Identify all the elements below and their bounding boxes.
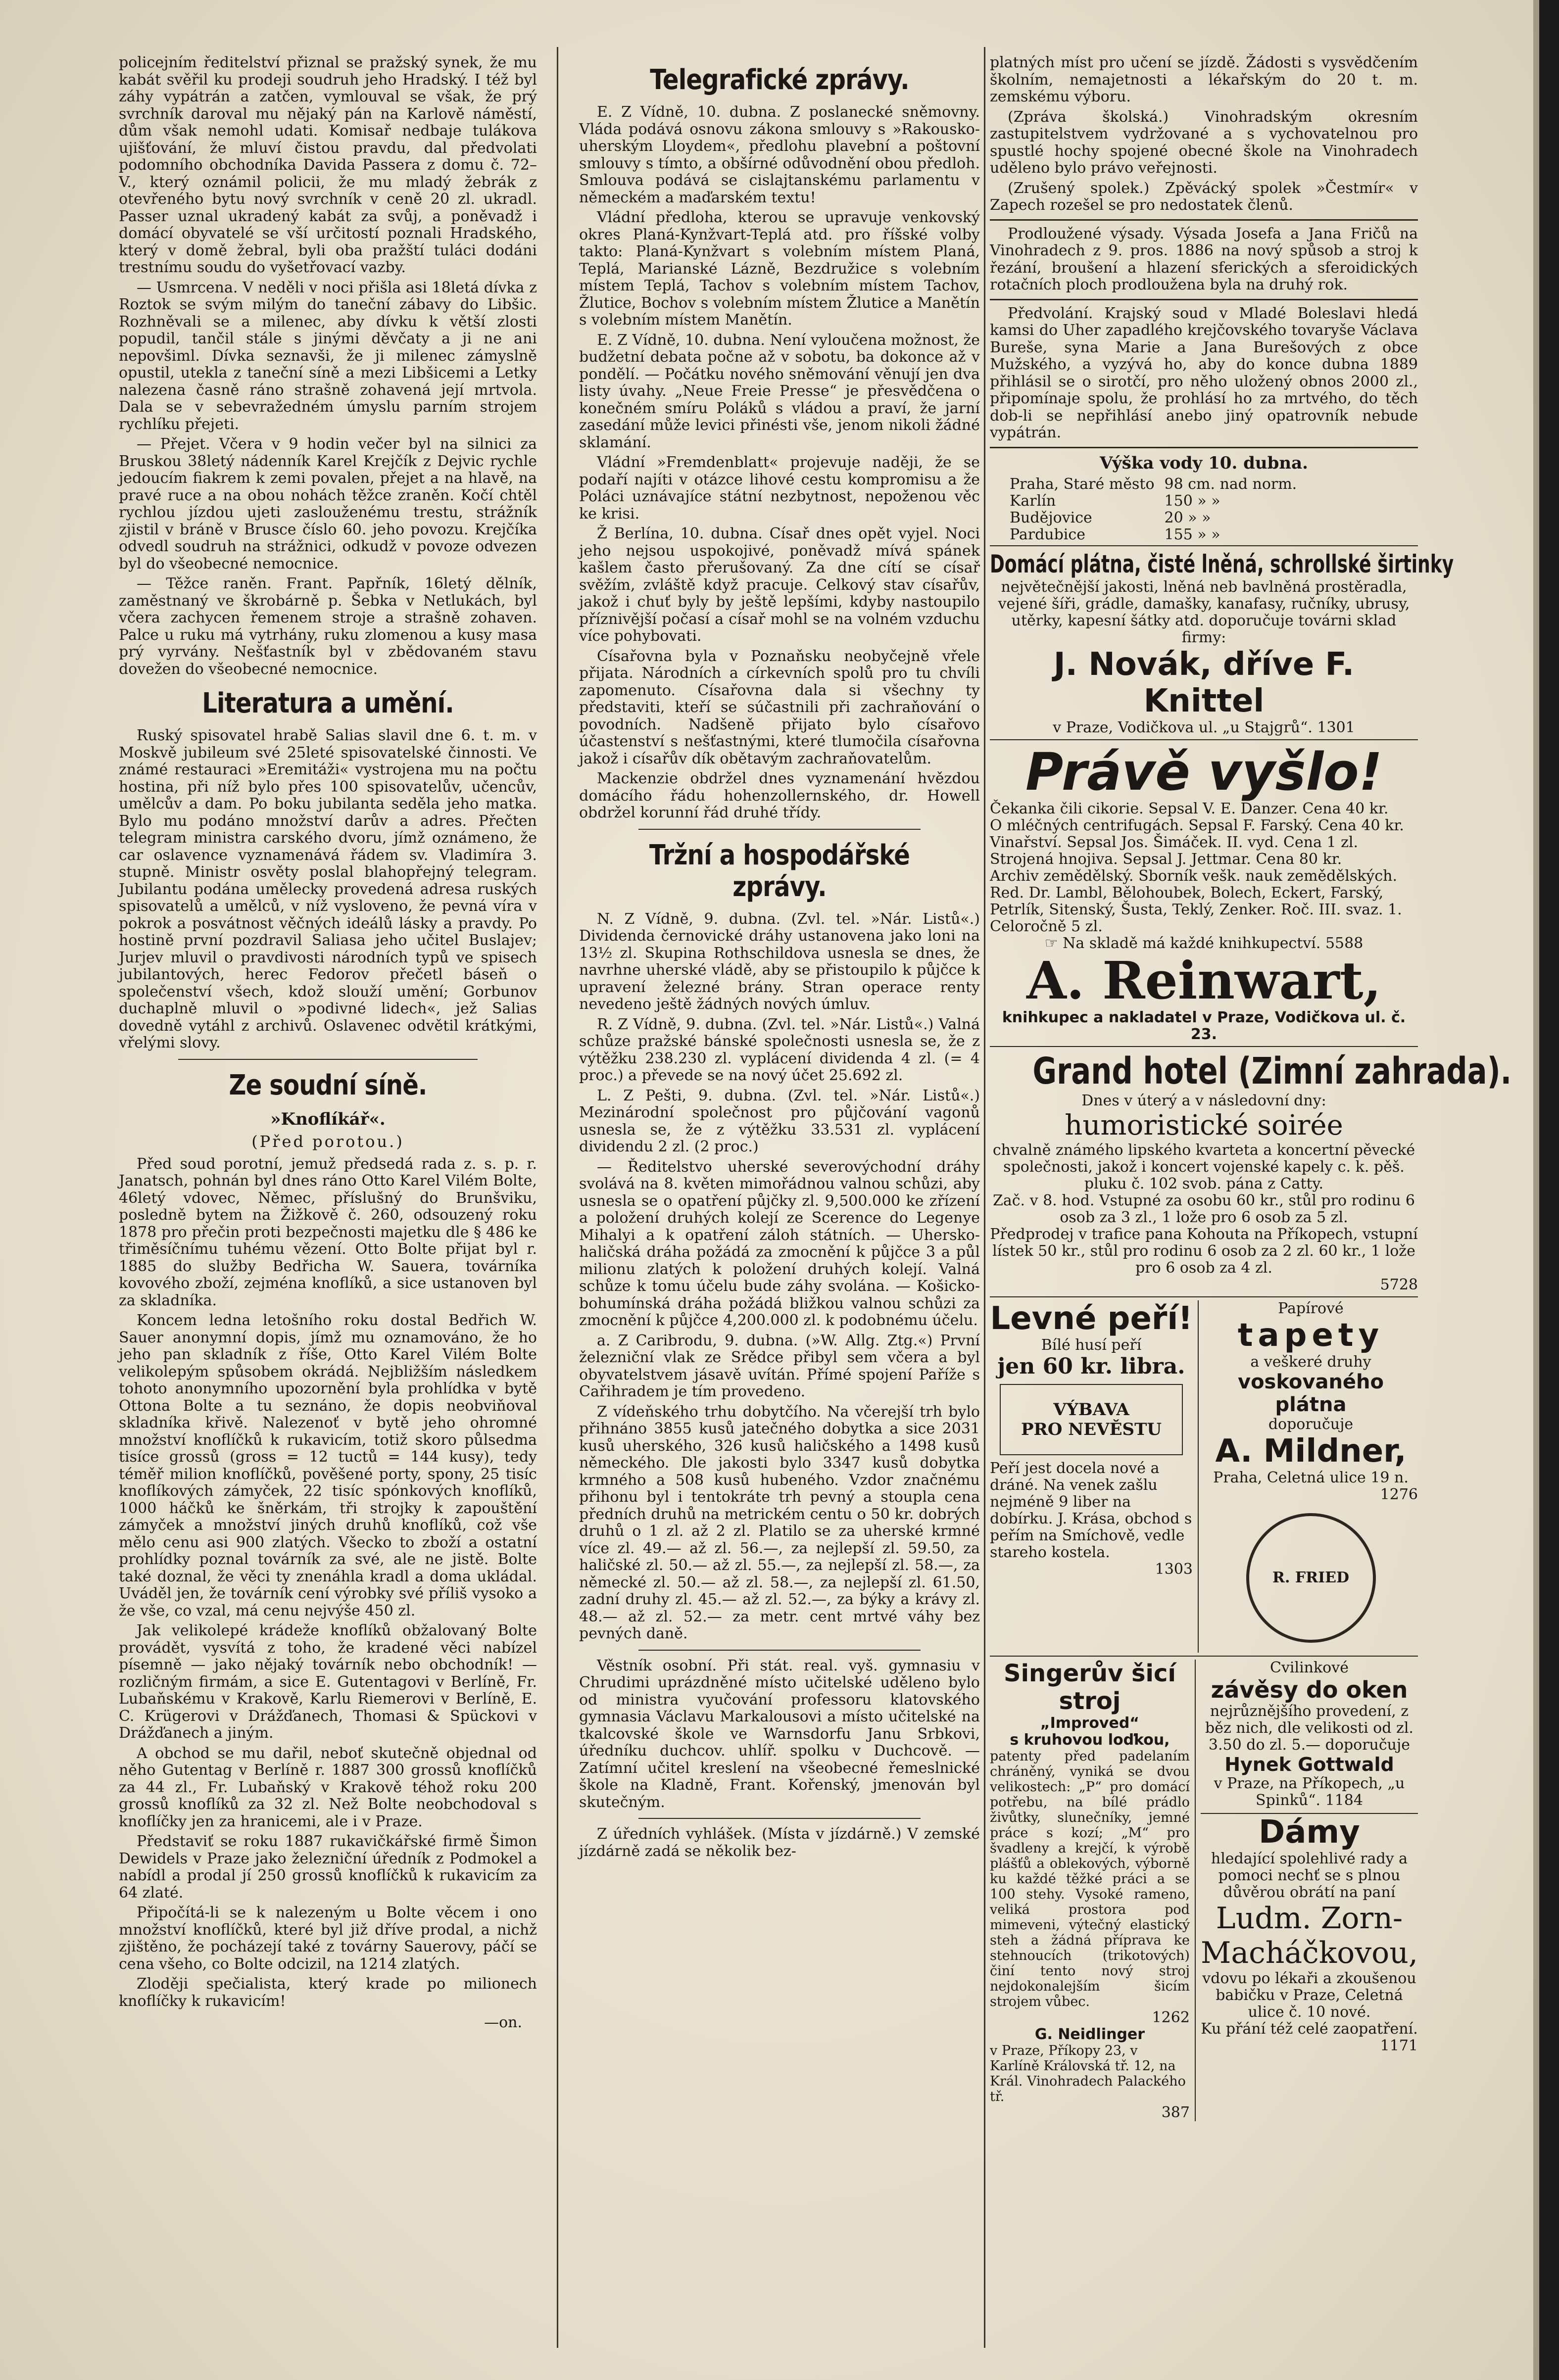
article-subtitle: (Před porotou.) <box>251 1132 404 1151</box>
book-item: Strojená hnojiva. Sepsal J. Jettmar. Cena 80 kr. <box>990 850 1342 868</box>
article-paragraph: E. Z Vídně, 10. dubna. Není vyloučena možnost, že budžetní debata počne až v sobotu, ba dokonce až v pondělí. — Počátku nového sněmování věnují jen dva listy úvahy. „Neue Freie Presse“ je přesvědčena o konečném smíru Poláků s vládou a praví, že jarní zasedání může levici přinésti vše, jenom nikoli žádné sklamání. <box>579 331 980 451</box>
ad-ladies <box>1201 1813 1418 2054</box>
article-paragraph: Ruský spisovatel hrabě Salias slavil dne 6. t. m. v Moskvě jubileum své 25leté spisovatelské činnosti. Ve známé restauraci »Eremitáži« vystrojena mu na počtu hostina, při níž bylo přes 100 spisovatelův, učencův, umělcův a dam. Po boku jubilanta seděla jeho matka. Bylo mu podáno množství darův a adres. Přečten telegram ministra carského dvoru, jímž oznámeno, že car oslavence vyznamenává řádem sv. Vladimíra 3. stupně. Ministr osvěty poslal blahopřejný telegram. Jubilantu podána umělecky provedená adresa ruských spisovatelů a umělců, v níž vysloveno, že pevná víra v pokrok a posvátnost věčných ideálů lásky a pravdy. Po hostině první pozdravil Saliasa jeho učitel Buslajev; Jurjev mluvil o pravdivosti národních typů ve spisech jubilantových, herec Fedorov přečetl báseň o společenství všech, kdož slouží umění; Gorbunov duchaplně mluvil o »podivné lidech«, jež Salias dovedně vytáhl z archivů. Oslavenec odvětil krátkými, vřelými slovy. <box>119 727 537 1051</box>
ad-text: Dnes v úterý a v následovní dny: <box>1081 1092 1326 1109</box>
article-paragraph: (Zpráva školská.) Vinohradským okresním zastupitelstvem vydržované a s vychovatelnou pro spustlé hochy spojené obecné škole na Vinohradech uděleno bylo právo veřejnosti. <box>990 108 1418 177</box>
column-middle <box>579 54 980 2340</box>
ad-text: Cvilinkové <box>1270 1659 1349 1676</box>
ad-address: Praha, Celetná ulice 19 n. <box>1213 1469 1409 1486</box>
ad-address: v Praze, Příkopy 23, v Karlíně Královská tř. 12, na Král. Vinohradech Palackého tř. <box>990 2043 1186 2104</box>
ad-title: Levné peří! <box>990 1300 1193 1337</box>
column-rule <box>557 47 558 2348</box>
divider <box>638 1650 921 1651</box>
table-row <box>1005 510 1302 526</box>
article-paragraph: Z úředních vyhlášek. (Místa v jízdárně.) V zemské jízdárně zadá se několik bez- <box>579 1825 980 1860</box>
ad-name: G. Neidlinger <box>1034 2025 1145 2043</box>
place: Karlín <box>1010 492 1056 510</box>
table-row <box>1005 493 1302 510</box>
value: 20 » » <box>1164 509 1211 526</box>
divider <box>638 829 921 830</box>
ad-text: hledající spolehlivé rady a pomoci nechť se s plnou důvěrou obrátí na paní <box>1211 1850 1408 1901</box>
ad-row-2 <box>990 1656 1418 2124</box>
pointing-hand-icon: ☞ <box>1044 934 1058 952</box>
publisher-name: A. Reinwart, <box>1026 950 1381 1011</box>
table-row <box>1005 526 1302 543</box>
ad-price: jen 60 kr. libra. <box>997 1353 1185 1379</box>
ad-number: 1262 <box>1152 2008 1190 2026</box>
article-paragraph: L. Z Pešti, 9. dubna. (Zvl. tel. »Nár. Listů«.) Mezinárodní společnost pro půjčování vagonů usnesla se, že z výtěžku 33.531 zl. vyplácení dividendu 2 zl. (2 proc.) <box>579 1087 980 1155</box>
article-paragraph: Věstník osobní. Při stát. real. vyš. gymnasiu v Chrudimi uprázdněné místo učitelské uděleno bylo od ministra vyučování professoru klatovského gymnasia Václavu Markalousovi a místo učitelské na tkalcovské škole ve Warnsdorfu Janu Srbkovi, úředníku duchcov. uhlíř. spolku v Duchcově. — Zatímní učitel kreslení na všeobecné řemeslnické škole na Kladně, Frant. Kořenský, jmenován byl skutečným. <box>579 1657 980 1811</box>
ad-text: s kruhovou loďkou, <box>1010 1731 1170 1749</box>
value: 155 » » <box>1164 525 1220 543</box>
article-paragraph: Jak velikolepé krádeže knoflíků obžalovaný Bolte provádět, vysvítá z toho, že kradené věci nabízel písemně — jako nějaký továrník nebo obchodník! — rozličným firmám, a sice E. Gutentagovi v Berlíně, Fr. Lubaňskému v Krakově, Karlu Riemerovi v Berlíně, E. C. Krügerovi v Drážďanech, Thomasi & Spückovi v Drážďanech a jiným. <box>119 1622 537 1742</box>
value: 150 » » <box>1164 492 1220 510</box>
column-left <box>119 54 537 2340</box>
article-paragraph: — Ředitelstvo uherské severovýchodní dráhy svolává na 8. květen mimořádnou valnou schůzi, aby usnesla se o opatření půjčky zl. 9,500.000 ke zřízení a položení druhých kolejí ze Scerence do Legenye Mihalyi a k opatření záloh státních. — Uhersko-haličská dráha požádá za zmocnění k půjčce 3 a půl milionu zlatých k položení druhých kolejí. Valná schůze k tomu účelu bude záhy svolána. — Košicko-bohumínská dráha požádá bližkou valnou schůzi za zmocnění k půjčce 4,200.000 zl. k podobnému účelu. <box>579 1158 980 1329</box>
book-item: Čekanka čili cikorie. Sepsal V. E. Danzer. Cena 40 kr. <box>990 800 1389 817</box>
article-paragraph: N. Z Vídně, 9. dubna. (Zvl. tel. »Nár. Listů«.) Dividenda černovické dráhy ustanovena jako loni na 13½ zl. Skupina Rothschildova usnesla se dnes, že navrhne uherské vládě, aby se přistoupilo k půjčce k upravení železné brány. Stran operace renty nevedeno ještě žádných nových úmluv. <box>579 910 980 1013</box>
divider <box>638 1818 921 1819</box>
ad-text: Ku přání též celé zaopatření. <box>1201 2020 1418 2038</box>
ad-title: tapety <box>1237 1317 1384 1354</box>
ad-title: závěsy do oken <box>1211 1676 1408 1703</box>
article-paragraph: Představiť se roku 1887 rukavičkářské firmě Šimon Dewidels v Praze jako železniční úředník z Podmokel a nabídl a prodal jí 250 grossů knoflíčků k rukavicím za 64 zlaté. <box>119 1833 537 1902</box>
article-paragraph: Připočítá-li se k nalezeným u Bolte věcem i ono množství knoflíčků, které byl již dříve prodal, a nichž zjištěno, že pocházejí také z továrny Sauerovy, páčí se cena všeho, co Bolte odcizil, na 1214 zlatých. <box>119 1904 537 1973</box>
column-right <box>990 54 1512 2340</box>
place: Pardubice <box>1010 525 1085 543</box>
ad-text: Bílé husí peří <box>1041 1336 1142 1354</box>
ad-number: 1301 <box>1317 718 1355 736</box>
ad-row-1 <box>990 1296 1418 1656</box>
article-paragraph: R. Z Vídně, 9. dubna. (Zvl. tel. »Nár. Listů«.) Valná schůze pražské bánské společnosti usnesla se, že z výtěžku 238.230 zl. vyplácení dividenda 4 zl. (= 4 proc.) a převede se na nový účet 25.692 zl. <box>579 1015 980 1084</box>
ad-number: 1276 <box>1380 1485 1418 1503</box>
article-paragraph: Z vídeňského trhu dobytčího. Na včerejší trh bylo přihnáno 3855 kusů jatečného dobytka a sice 2031 kusů uherského, 326 kusů haličského a 1498 kusů německého. Dle jakosti bylo 3347 kusů dobytka krmného a 508 kusů hubeného. Vzdor značnému přihonu byl i tentokráte trh pevný a stoupla cena předních druhů na metrickém centu o 50 kr. dobrých druhů o 1 zl. až 2 zl. Platilo se za uherské krmné více zl. 49.— až zl. 56.—, za nejlepší zl. 59.50, za haličské zl. 50.— až zl. 55.—, za nejlepší zl. 58.—, za německé zl. 50.— až zl. 58.—, za nejlepší zl. 61.50, zadní druhy zl. 45.— až zl. 52.—, za býky a krávy zl. 48.— až zl. 52.— za metr. cent mrtvé váhy bez pevných daně. <box>579 1403 980 1642</box>
article-paragraph: Ž Berlína, 10. dubna. Císař dnes opět vyjel. Noci jeho nejsou uspokojivé, poněvadž mívá spánek kašlem často přerušovaný. Za dne cítí se císař svěžím, zvláště když pracuje. Celkový stav císařův, jakož i chuť byly by ještě lepšími, kdyby nastoupilo příznivější počasí a císař mohl se na volném vzduchu více pohybovati. <box>579 525 980 645</box>
ad-text: největečnější jakosti, lněná neb bavlněná prostěradla, vejené šíři, grádle, damašky, kanafasy, ručníky, ubrusy, utěrky, kapesní šátky atd. doporučuje továrni sklad firmy: <box>998 578 1410 646</box>
article-paragraph: — Těžce raněn. Frant. Papřník, 16letý dělník, zaměstnaný ve škrobárně p. Šebka v Netlukách, byl včera zachycen řemenem stroje a strašně zohaven. Palce u ruku má vytrhány, ruku zlomenou a kusy masa prý vyrvány. Nešťastník byl v zbědovaném stavu dovežen do všeobecné nemocnice. <box>119 575 537 678</box>
article-title: »Knoflíkář«. <box>270 1109 386 1129</box>
ad-number: 1171 <box>1380 2037 1418 2054</box>
stamp-text: R. FRIED <box>1272 1569 1349 1586</box>
article-paragraph: a. Z Caribrodu, 9. dubna. (»W. Allg. Ztg.«) První železniční vlak ze Srědce přibyl sem včera a byl obyvatelstvem jásavě uvítán. Přímé spojení Paříže s Cařihradem je tím provedeno. <box>579 1332 980 1400</box>
article-paragraph: Mackenzie obdržel dnes vyznamenání hvězdou domácího řádu hohenzollernského, dr. Howell obdržel korunní řád druhé třídy. <box>579 770 980 821</box>
article-paragraph: Vládní »Fremdenblatt« projevuje naději, že se podaří najíti v otázce lihové cestu kompromisu a že Poláci uznávajíce státní nezbytnost, nepoženou věc ke krisi. <box>579 454 980 523</box>
water-level-title: Výška vody 10. dubna. <box>1100 453 1308 473</box>
ad-text: chvalně známého lipského kvarteta a koncertní pěvecké společnosti, jakož i koncert vojenské kapely c. k. pěš. pluku č. 102 svob. pána z Catty. <box>992 1141 1415 1192</box>
section-heading-court: Ze soudní síně. <box>229 1069 427 1101</box>
publisher-address: knihkupec a nakladatel v Praze, Vodičkova ul. č. 23. <box>1002 1008 1406 1043</box>
ad-text: doporučuje <box>1268 1415 1354 1433</box>
column-rule <box>984 47 985 2348</box>
ad-title: Právě vyšlo! <box>1025 741 1383 802</box>
divider <box>990 299 1418 300</box>
article-paragraph: Vládní předloha, kterou se upravuje venkovský okres Planá-Kynžvart-Teplá atd. pro říšské volby takto: Planá-Kynžvart s volebním místem Planá, Teplá, Marianské Lázně, Bezdružice s volebním místem Teplá, Tachov s volebním místem Tachov, Žlutice, Bochov s volebním místem Žlutice a Manětín s volebním místem Manětín. <box>579 209 980 329</box>
article-paragraph: Předvolání. Krajský soud v Mladé Boleslavi hledá kamsi do Uher zapadlého krejčovského tovaryše Václava Bureše, syna Marie a Jana Burešových z obce Mužského, a vyzývá ho, aby do konce dubna 1889 přihlásil se o sirotčí, pro něho uložený obnos 2000 zl., připomínaje spolu, že prohlásí ho za mrtvého, do těch dob-li se nepřihlásí anebo jiný opatrovník nebude vypátrán. <box>990 304 1418 441</box>
ad-title: Dámy <box>1259 1813 1360 1851</box>
ad-novak <box>990 545 1454 739</box>
section-heading-market: Tržní a hospodářské zprávy. <box>649 839 910 903</box>
stamp-text: VÝBAVA <box>1053 1399 1129 1420</box>
ad-text: Papírové <box>1278 1299 1344 1317</box>
divider <box>990 447 1418 448</box>
article-paragraph: — Přejet. Včera v 9 hodin večer byl na silnici za Bruskou 38letý nádenník Karel Krejčík z Dejvic rychle jedoucím fiakrem k zemi povalen, přejet a na hlavě, na pravé ruce a na obou nohách těžce zraněn. Kočí chtěl rychlou jízdou ujeti zaslouženému trestu, strážník zjistil v bráně v Brusce číslo 60. jeho povozu. Krejčíka odvedl soudruh na strážnici, odkudž v povoze odvezen byl do všeobecné nemocnice. <box>119 435 537 572</box>
ad-title: Grand hotel (Zimní zahrada). <box>1032 1049 1512 1093</box>
ad-title: Domácí plátna, čisté lněná, schrollské širtinky <box>990 549 1454 578</box>
article-paragraph: E. Z Vídně, 10. dubna. Z poslanecké sněmovny. Vláda podává osnovu zákona smlouvy s »Rakousko-uherským Lloydem«, předlohu plavební a poštovní smlouvy s tímto, a obšírné odůvodnění obou předloh. Smlouva podává se cislajtanskému parlamentu v německém a maďarském textu! <box>579 103 980 206</box>
book-item: Vinařství. Sepsal Jos. Šimáček. II. vyd. Cena 1 zl. <box>990 833 1359 851</box>
section-heading-telegraph: Telegrafické zprávy. <box>650 64 909 96</box>
page-edge <box>1533 0 1539 2380</box>
article-paragraph: (Zrušený spolek.) Zpěvácký spolek »Čestmír« v Zapech rozešel se pro nedostatek členů. <box>990 179 1418 214</box>
article-paragraph: — Usmrcena. V neděli v noci přišla asi 18letá dívka z Roztok se svým milým do taneční zábavy do Libšic. Rozhněvali se a milenec, aby dívku k větší zlosti popudil, tančil stále s jinými děvčaty a ji ne ani nepovšiml. Dívka seznavši, že ji milenec zámyslně opustil, utekla z taneční síně a mezi Libšicemi a Letky nalezena časně ráno strašně zohavená její mrtvola. Dala se v sebevražedném úmyslu parním strojem rychlíku přejeti. <box>119 279 537 433</box>
ad-column-right <box>1195 1660 1418 2121</box>
article-paragraph: Koncem ledna letošního roku dostal Bedřich W. Sauer anonymní dopis, jímž mu oznamováno, že ho jeho pan skladník z říše, Otto Karel Vilém Bolte velikolepým spůsobem okrádá. Nejbližším následkem tohoto anonymního upozornění byla prohlídka v bytě Ottona Bolte a tu seznáno, že dopis neobviňoval skladníka křivě. Nalezenoť v bytě jeho ohromné množství knoflíčků k rukavicím, totiž skoro půlsedma tisíce grossů (gross = 12 tuctů = 144 kusy), tedy téměř milion knoflíčků, pověšené porty, spony, 25 tisíc knoflíkových zámyček, 22 tisíc spónkových knoflíků, 1000 háčků ke šněrkám, tři strojky k zapouštění zámyček a množství jiných druhů knoflíků, což vše mělo cenu asi 900 zlatých. Všecko to zboží a ostatní prohlídky poznal továrník za své, ale ne jistě. Bolte také doznal, že věci ty znenáhla kradl a doma ukládal. Uváděl jen, že továrník cení výrobky své příliš vysoko a že vše, co vzal, má cenu nejvýše 450 zl. <box>119 1312 537 1619</box>
table-row <box>1005 476 1302 493</box>
ad-headline: humoristické soirée <box>1065 1109 1343 1142</box>
place: Praha, Staré město <box>1010 475 1155 493</box>
stamp-text: PRO NEVĚSTU <box>1021 1419 1162 1439</box>
ad-title: Singerův šicí stroj <box>1004 1659 1176 1715</box>
divider <box>178 1059 478 1060</box>
article-paragraph: Prodloužené výsady. Výsada Josefa a Jana Fričů na Vinohradech z 9. pros. 1886 na nový spůsob a stroj k řezání, broušení a hlazení sferických a sferoidických rotačních ploch prodloužena byla na druhý rok. <box>990 225 1418 293</box>
ad-number: 5588 <box>1325 934 1364 952</box>
ad-name: Ludm. Zorn-Macháčkovou, <box>1200 1901 1418 1970</box>
ad-number: 5728 <box>1380 1276 1418 1293</box>
ad-feathers <box>990 1300 1193 1653</box>
ad-text: patenty před padelaním chráněný, vyniká se dvou velikostech: „P“ pro domácí potřebu, na bílé prádlo živůtky, slunečníky, jemné práce s kozí; „M“ pro švadleny a krejčí, k výrobě plášťů a oblekových, výborně ku každé těžké práci a se 100 stehy. Vysoké rameno, veliká prostora pod mimeveni, výtečný elastický steh a žádná příprava ke stehnoucích (trikotových) činí tento nový stroj nejdokonalejším šicím strojem vůbec. <box>990 1748 1190 2009</box>
scan-border <box>1539 0 1559 2380</box>
ad-text: „Improved“ <box>1040 1714 1140 1732</box>
value: 98 cm. nad norm. <box>1164 475 1297 493</box>
ad-number: 387 <box>1161 2103 1190 2121</box>
water-level-table <box>1005 476 1302 543</box>
ad-text: voskovaného plátna <box>1238 1370 1384 1416</box>
ad-curtains <box>1201 1660 1418 1809</box>
ad-number: 1184 <box>1325 1791 1363 1809</box>
ad-text: Předprodej v trafice pana Kohouta na Příkopech, vstupní lístek 50 kr., stůl pro rodinu 6 osob za 2 zl. 60 kr., 1 lože pro 6 osob za 4 zl. <box>990 1225 1418 1277</box>
ad-sewing-machine <box>990 1660 1190 2121</box>
ad-text: Na skladě má každé knihkupectví. <box>1063 934 1321 952</box>
ad-text: nejrůznějšího provedení, z běz nich, dle velikosti od zl. 3.50 do zl. 5.— doporučuje <box>1205 1702 1413 1754</box>
ad-address: v Praze, na Příkopech, „u Spinků“. <box>1214 1774 1405 1809</box>
ad-name: Hynek Gottwald <box>1224 1753 1394 1775</box>
ad-text: a veškeré druhy <box>1250 1353 1371 1371</box>
book-item: O mléčných centrifugách. Sepsal F. Farský. Cena 40 kr. <box>990 816 1404 834</box>
article-paragraph: platných míst pro učení se jízdě. Žádosti s vysvědčením školním, nemajetnosti a lékařským do 20 t. m. zemskému výboru. <box>990 54 1418 105</box>
ad-number: 1303 <box>1155 1560 1193 1578</box>
article-paragraph: Zloději spečialista, který krade po milionech knoflíčky k rukavicím! <box>119 1975 537 2010</box>
ad-grand-hotel <box>990 1046 1512 1296</box>
ad-text: Zač. v 8. hod. Vstupné za osobu 60 kr., stůl pro rodinu 6 osob za 3 zl., 1 lože pro 6 osob za 5 zl. <box>992 1191 1415 1226</box>
ad-name: A. Mildner, <box>1215 1432 1407 1470</box>
author-signature: —on. <box>484 2014 522 2031</box>
section-heading-literature: Literatura a umění. <box>202 687 454 719</box>
ad-illustration <box>1000 1384 1183 1455</box>
book-item: Archiv zemědělský. Sborník vešk. nauk zemědělských. Red. Dr. Lambl, Bělohoubek, Bolech, Eckert, Farský, Petrlík, Sitenský, Šusta, Teklý, Zenker. Roč. III. svaz. 1. Celoročně 5 zl. <box>990 867 1402 935</box>
article-paragraph: A obchod se mu dařil, neboť skutečně objednal od něho Gutentag v Berlíně r. 1887 300 grossů knoflíčků za 44 zl., Fr. Lubaňský v Krakově téhož roku 200 grossů knoflíků za 32 zl. Než Bolte neobchodoval s knoflíčky jen za hranicemi, ale i v Praze. <box>119 1744 537 1830</box>
article-paragraph: Císařovna byla v Poznaňsku neobyčejně vřele přijata. Národních a církevních spolů pro tu chvíli zapomenuto. Císařovna dala si všechny ty představiti, kteří se súčastnili při zachraňování o povodních. Nadšeně přijato bylo císařovo účastenství s nešťastnými, které tlumočila císařovna jakož i císařův dík obětavým zachraňovatelům. <box>579 647 980 767</box>
ad-address: v Praze, Vodičkova ul. „u Stajgrů“. <box>1053 718 1313 736</box>
round-stamp <box>1246 1513 1376 1643</box>
ad-books <box>990 739 1418 1046</box>
ad-name: J. Novák, dříve F. Knittel <box>1053 646 1355 719</box>
article-paragraph: policejním ředitelství přiznal se pražský synek, že mu kabát svěřil ku prodeji soudruh jeho Hradský. I též byl záhy vypátrán a zatčen, vymlouval se však, že prý svrchník daroval mu nějaký pán na Karlově náměstí, dům však nemohl udati. Komisař nedbaje tulákova ujišťování, že mluví čistou pravdu, dal předvolati podomního obchodníka Davida Passera z domu č. 72–V., který oznámil policii, že mu mladý žebrák z otevřeného bytu nový svrchník v ceně 20 zl. ukradl. Passer uznal ukradený kabát za svůj, a poněvadž i domácí obyvatelé se vší určitostí poznali Hradského, který v domě žebral, byli oba pražští tuláci dodáni trestnímu soudu do vyšetřovací vazby. <box>119 54 537 276</box>
ad-text: Peří jest docela nové a dráné. Na venek zašlu nejméně 9 liber na dobírku. J. Krása, obchod s peřím na Smíchově, vedle stareho kostela. <box>990 1459 1192 1561</box>
place: Budějovice <box>1010 509 1092 526</box>
ad-wallpaper <box>1198 1300 1418 1653</box>
divider <box>990 219 1418 221</box>
article-paragraph: Před soud porotní, jemuž předsedá rada z. s. p. r. Janatsch, pohnán byl dnes ráno Otto Karel Vilém Bolte, 46letý vdovec, Němec, příslušný do Brunšviku, posledně bytem na Žižkově č. 260, odsouzený roku 1878 pro přečin proti bezpečnosti majetku dle § 486 ke třiměsíčnímu tuhému vězení. Otto Bolte přijat byl r. 1885 do služby Bedřicha W. Sauera, továrníka kovového zboží, zejména knoflíků, a sice ustanoven byl za skladníka. <box>119 1155 537 1309</box>
ad-text: vdovu po lékaři a zkoušenou babičku v Praze, Celetná ulice č. 10 nové. <box>1202 1969 1416 2021</box>
